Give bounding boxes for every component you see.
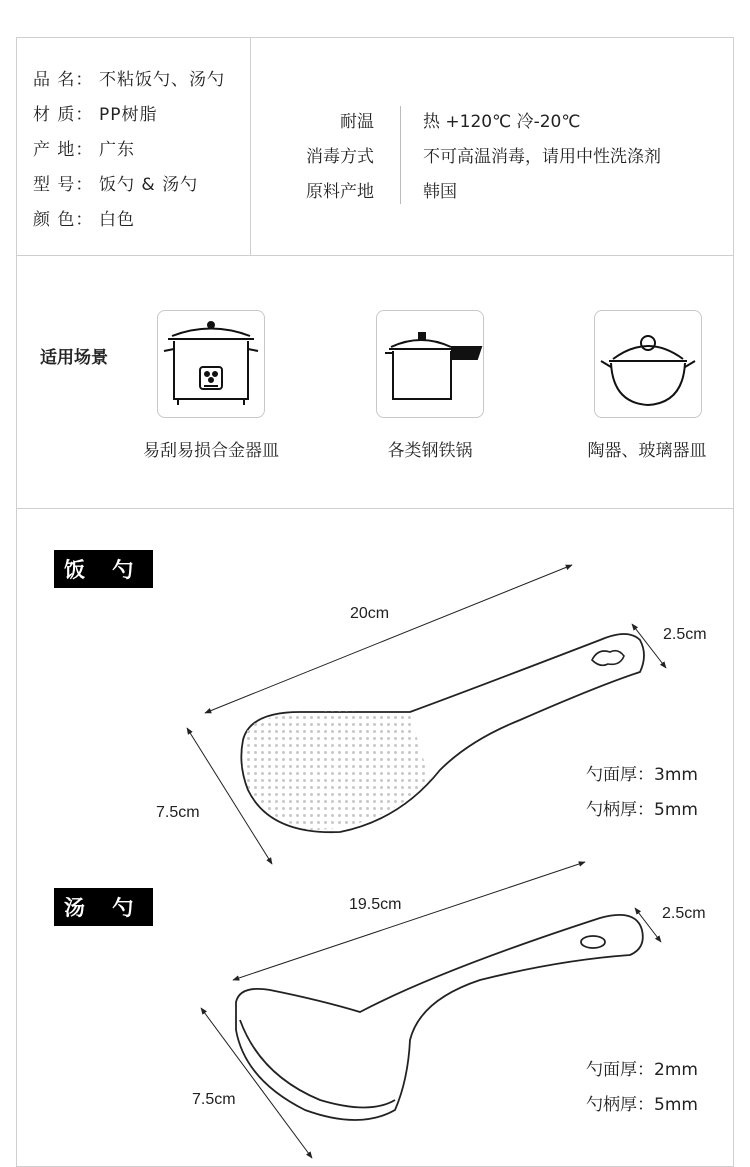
property-label-temperature: 耐温 bbox=[340, 112, 374, 132]
soup-ladle-length: 19.5cm bbox=[349, 896, 402, 913]
property-value-material-origin: 韩国 bbox=[423, 182, 457, 202]
spec-row-color: 颜 色： 白色 bbox=[33, 210, 135, 230]
spec-row-name: 品 名： 不粘饭勺、汤勺 bbox=[33, 70, 225, 90]
scenes-title: 适用场景 bbox=[40, 348, 108, 368]
soup-ladle-face-thickness: 勺面厚：2mm bbox=[586, 1060, 698, 1080]
property-value-temperature: 热 +120℃ 冷-20℃ bbox=[423, 112, 581, 132]
rice-spoon-handle-width: 2.5cm bbox=[663, 626, 707, 643]
spec-row-origin: 产 地： 广东 bbox=[33, 140, 135, 160]
rice-spoon-handle-thickness: 勺柄厚：5mm bbox=[586, 800, 698, 820]
rice-spoon-handle-arrow bbox=[632, 624, 666, 668]
soup-ladle-head-arrow bbox=[201, 1008, 312, 1158]
property-value-disinfection: 不可高温消毒，请用中性洗涤剂 bbox=[423, 147, 661, 167]
soup-ladle-length-arrow bbox=[233, 862, 585, 980]
rice-spoon-length-arrow bbox=[205, 565, 572, 713]
spec-row-model: 型 号： 饭勺 & 汤勺 bbox=[33, 175, 199, 195]
rice-spoon-tag: 饭 勺 bbox=[54, 550, 153, 588]
soup-ladle-head-width: 7.5cm bbox=[192, 1091, 236, 1108]
scene-caption-ceramic: 陶器、玻璃器皿 bbox=[587, 441, 707, 461]
property-label-material-origin: 原料产地 bbox=[306, 182, 374, 202]
spec-row-material: 材 质： PP树脂 bbox=[33, 105, 158, 125]
soup-ladle-handle-thickness: 勺柄厚：5mm bbox=[586, 1095, 698, 1115]
scene-caption-alloy: 易刮易损合金器皿 bbox=[143, 441, 279, 461]
scene-caption-steel: 各类钢铁锅 bbox=[387, 441, 473, 461]
rice-spoon-head-width: 7.5cm bbox=[156, 804, 200, 821]
soup-ladle-handle-width: 2.5cm bbox=[662, 905, 706, 922]
rice-spoon-logo-icon bbox=[592, 651, 624, 666]
rice-spoon-face-thickness: 勺面厚：3mm bbox=[586, 765, 698, 785]
soup-ladle-outline bbox=[236, 915, 643, 1120]
soup-ladle-tag: 汤 勺 bbox=[54, 888, 153, 926]
property-label-disinfection: 消毒方式 bbox=[306, 147, 374, 167]
soup-ladle-handle-arrow bbox=[635, 908, 661, 942]
rice-spoon-length: 20cm bbox=[350, 605, 390, 622]
